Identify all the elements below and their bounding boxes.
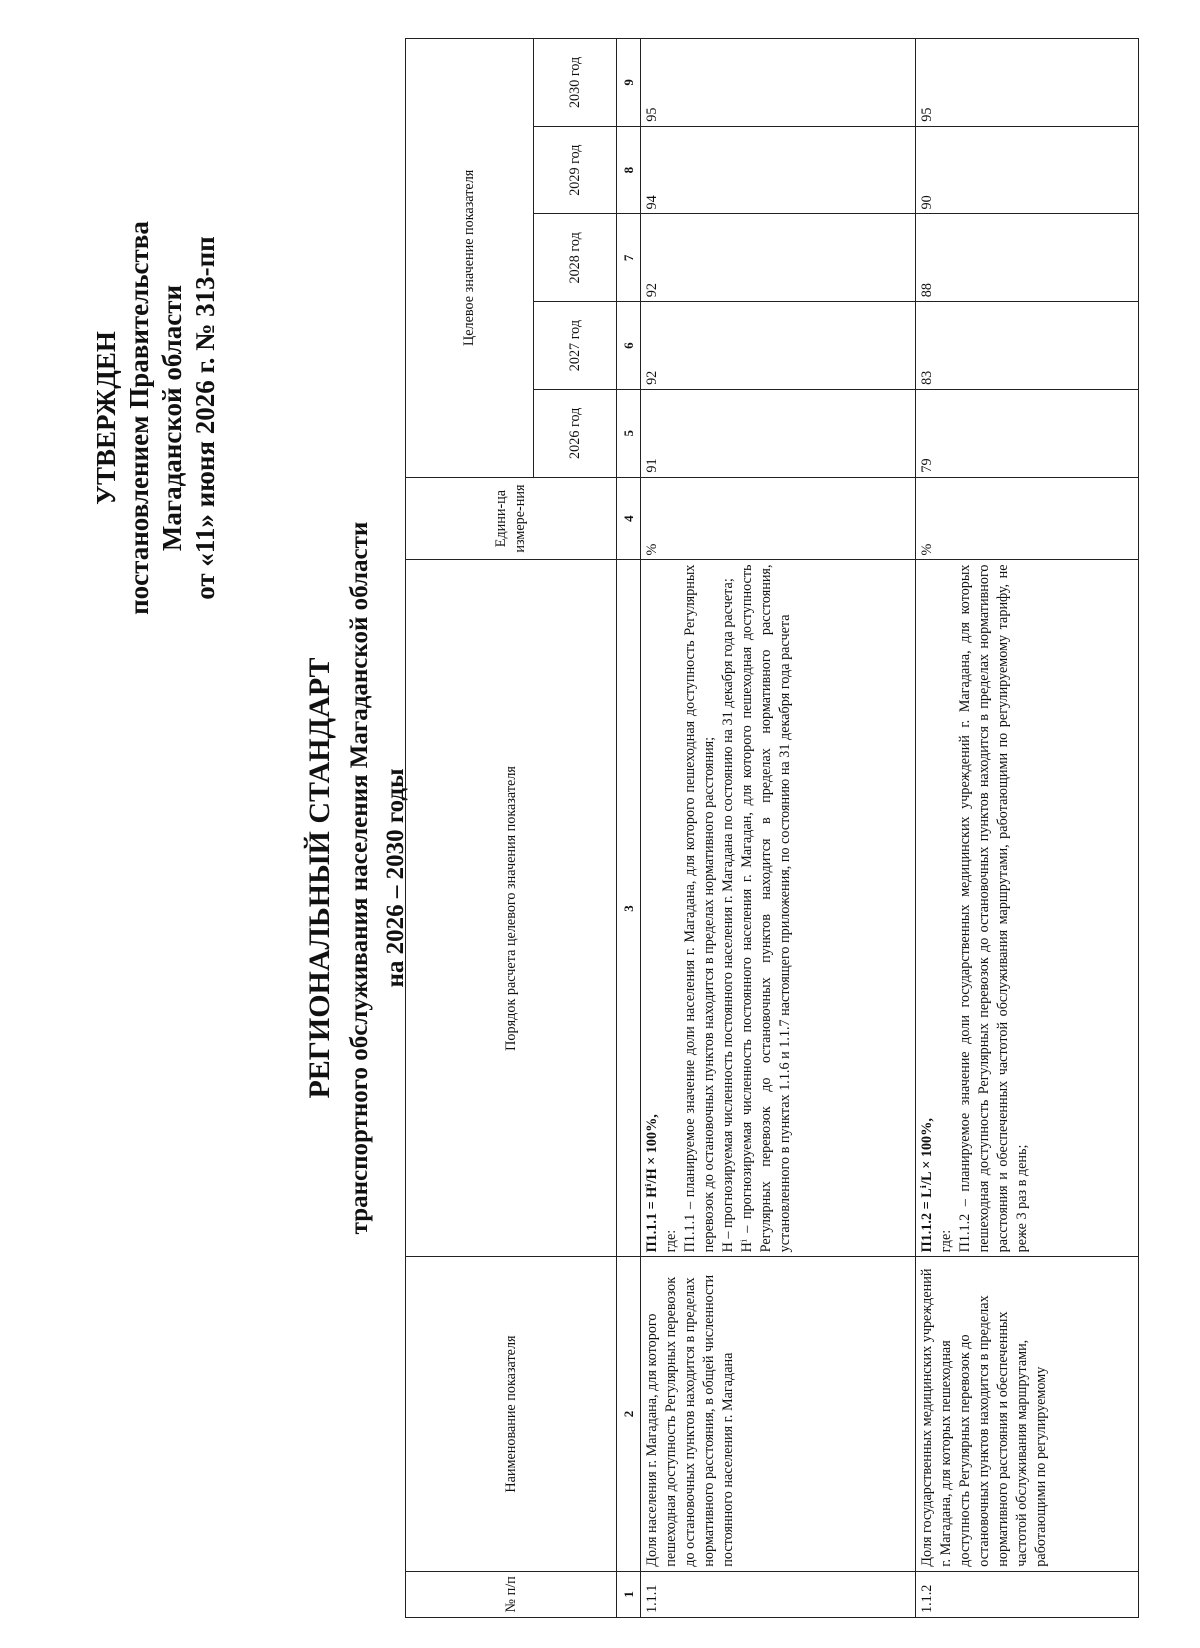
value-2026: 79 xyxy=(916,389,1139,477)
value-2029: 94 xyxy=(641,126,916,214)
calc-line: Нⁱ – прогнозируемая численность постоянного населения г. Магадан, для которого пешеходная доступность Регулярных перевозок до остановочных пунктов находится в пределах нормативного расстояния, установленного в пунктах 1.1.6 и 1.1.7 настоящего приложения, по состоянию на 31 декабря года расчета xyxy=(739,564,793,1253)
header-year-2029: 2029 год xyxy=(534,126,617,214)
approval-line-3: от «11» июня 2026 г. № 313-пп xyxy=(190,236,220,600)
approval-line-2: Магаданской области xyxy=(157,284,187,552)
value-2028: 88 xyxy=(916,214,1139,302)
col-number: 5 xyxy=(617,389,641,477)
unit-cell: % xyxy=(916,477,1139,560)
header-num: № п/п xyxy=(406,1571,617,1617)
header-year-2026: 2026 год xyxy=(534,389,617,477)
calc-line: Н – прогнозируемая численность постоянного населения г. Магадана по состоянию на 31 декабря года расчета; xyxy=(720,578,736,1253)
formula: П1.1.1 = Hⁱ/H × 100%, xyxy=(644,1114,660,1253)
column-number-row xyxy=(617,39,641,1618)
formula-where: где: xyxy=(663,1229,679,1253)
col-number: 9 xyxy=(617,39,641,127)
col-number: 6 xyxy=(617,302,641,390)
value-2028: 92 xyxy=(641,214,916,302)
header-name: Наименование показателя xyxy=(406,1257,617,1571)
indicator-name: Доля государственных медицинских учреждений г. Магадана, для которых пешеходная доступность Регулярных перевозок до остановочных пунктов находится в пределах нормативного расстояния и обеспеченных частотой обслуживания маршрутами, работающими по регулируемому xyxy=(916,1257,1139,1571)
header-year-2027: 2027 год xyxy=(534,302,617,390)
table-row xyxy=(916,39,1139,1618)
header-unit: Едини-ца измере-ния xyxy=(406,477,617,560)
col-number: 4 xyxy=(617,477,641,560)
col-number: 2 xyxy=(617,1257,641,1571)
calc-line: П1.1.2 – планируемое значение доли государственных медицинских учреждений г. Магадана, для которых пешеходная доступность Регулярных перевозок до остановочных пунктов находится в пределах нормативного расстояния и обеспеченных частотой обслуживания маршрутами, работающими по регулируемому тарифу, не реже 3 раз в день; xyxy=(957,564,1030,1253)
indicators-table xyxy=(405,38,1139,1618)
calc-line: П1.1.1 – планируемое значение доли населения г. Магадана, для которого пешеходная доступность Регулярных перевозок до остановочных пунктов находится в пределах нормативного расстояния; xyxy=(682,564,717,1253)
unit-cell: % xyxy=(641,477,916,560)
formula: П1.1.2 = Lⁱ/L × 100%, xyxy=(919,1118,935,1253)
calc-method xyxy=(916,560,1139,1257)
row-number: 1.1.1 xyxy=(641,1571,916,1617)
header-year-2028: 2028 год xyxy=(534,214,617,302)
row-number: 1.1.2 xyxy=(916,1571,1139,1617)
col-number: 1 xyxy=(617,1571,641,1617)
value-2027: 83 xyxy=(916,302,1139,390)
indicator-name: Доля населения г. Магадана, для которого пешеходная доступность Регулярных перевозок до остановочных пунктов находится в пределах нормативного расстояния, в общей численности постоянного населения г. Магадана xyxy=(641,1257,916,1571)
header-target: Целевое значение показателя xyxy=(406,39,534,478)
title-subtitle-1: транспортного обслуживания населения Магаданской области xyxy=(346,521,373,1235)
header-calc: Порядок расчета целевого значения показателя xyxy=(406,560,617,1257)
title-main: РЕГИОНАЛЬНЫЙ СТАНДАРТ xyxy=(303,657,336,1099)
document-title xyxy=(300,428,412,1328)
col-number: 7 xyxy=(617,214,641,302)
header-year-2030: 2030 год xyxy=(534,39,617,127)
col-number: 3 xyxy=(617,560,641,1257)
calc-method xyxy=(641,560,916,1257)
value-2027: 92 xyxy=(641,302,916,390)
table-row xyxy=(641,39,916,1618)
approval-line-1: постановлением Правительства xyxy=(124,221,154,615)
value-2030: 95 xyxy=(916,39,1139,127)
formula-where: где: xyxy=(938,1229,954,1253)
col-number: 8 xyxy=(617,126,641,214)
table-header-row xyxy=(406,39,534,1618)
title-subtitle-2: на 2026 – 2030 годы xyxy=(382,768,409,988)
value-2030: 95 xyxy=(641,39,916,127)
approval-title: УТВЕРЖДЕН xyxy=(91,331,121,505)
value-2029: 90 xyxy=(916,126,1139,214)
value-2026: 91 xyxy=(641,389,916,477)
approval-block xyxy=(90,88,222,748)
